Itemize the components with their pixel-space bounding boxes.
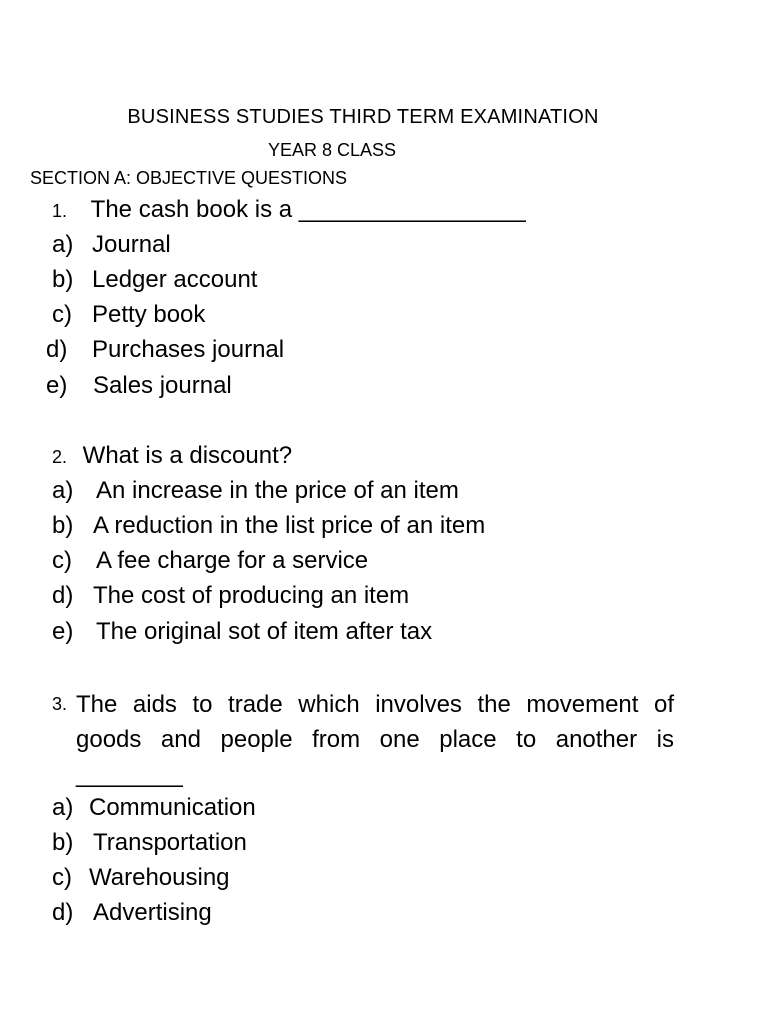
option-text: Ledger account (92, 266, 258, 293)
option-text: Warehousing (89, 864, 230, 891)
option-marker: d) (52, 899, 74, 926)
option-1e (46, 371, 232, 401)
question-number: 2. (52, 447, 68, 467)
option-1d (46, 335, 284, 365)
question-text: The cash book is a _________________ (90, 196, 526, 223)
question-3: The aids to trade which involves the movement of goods and people from one place to another is ________ (76, 691, 674, 788)
class-label: YEAR 8 CLASS (267, 140, 397, 160)
option-text: Advertising (93, 899, 212, 926)
option-text: Sales journal (93, 372, 232, 399)
option-marker: b) (52, 512, 74, 539)
option-text: Journal (92, 231, 171, 258)
option-marker: a) (52, 477, 74, 504)
option-marker: e) (46, 372, 68, 399)
option-text: Purchases journal (92, 336, 285, 363)
question-text: What is a discount? (82, 442, 293, 469)
option-text: Communication (89, 794, 256, 821)
option-text: A fee charge for a service (96, 547, 369, 574)
option-3d (52, 898, 212, 928)
option-marker: e) (52, 618, 74, 645)
option-3c (52, 863, 230, 893)
option-marker: b) (52, 829, 74, 856)
option-2b (52, 511, 485, 541)
exam-title: BUSINESS STUDIES THIRD TERM EXAMINATION (127, 106, 599, 128)
option-marker: a) (52, 231, 74, 258)
option-2e (52, 617, 432, 647)
option-2d (52, 581, 409, 611)
option-2c (52, 546, 368, 576)
option-3b (52, 828, 247, 858)
option-marker: b) (52, 266, 74, 293)
option-text: Transportation (93, 829, 247, 856)
question-number: 1. (52, 201, 68, 221)
section-heading: SECTION A: OBJECTIVE QUESTIONS (30, 168, 348, 188)
option-marker: c) (52, 864, 72, 891)
option-text: A reduction in the list price of an item (93, 512, 486, 539)
option-1a (52, 230, 171, 260)
question-1 (52, 195, 526, 226)
option-marker: d) (46, 336, 68, 363)
option-text: An increase in the price of an item (96, 477, 459, 504)
option-text: Petty book (92, 301, 206, 328)
option-3a (52, 793, 256, 823)
question-number: 3. (52, 694, 68, 714)
option-marker: a) (52, 794, 74, 821)
option-text: The original sot of item after tax (96, 618, 433, 645)
option-marker: d) (52, 582, 74, 609)
question-2 (52, 441, 292, 472)
option-1c (52, 300, 205, 330)
option-marker: c) (52, 547, 72, 574)
option-marker: c) (52, 301, 72, 328)
option-1b (52, 265, 257, 295)
option-2a (52, 476, 459, 506)
option-text: The cost of producing an item (93, 582, 410, 609)
